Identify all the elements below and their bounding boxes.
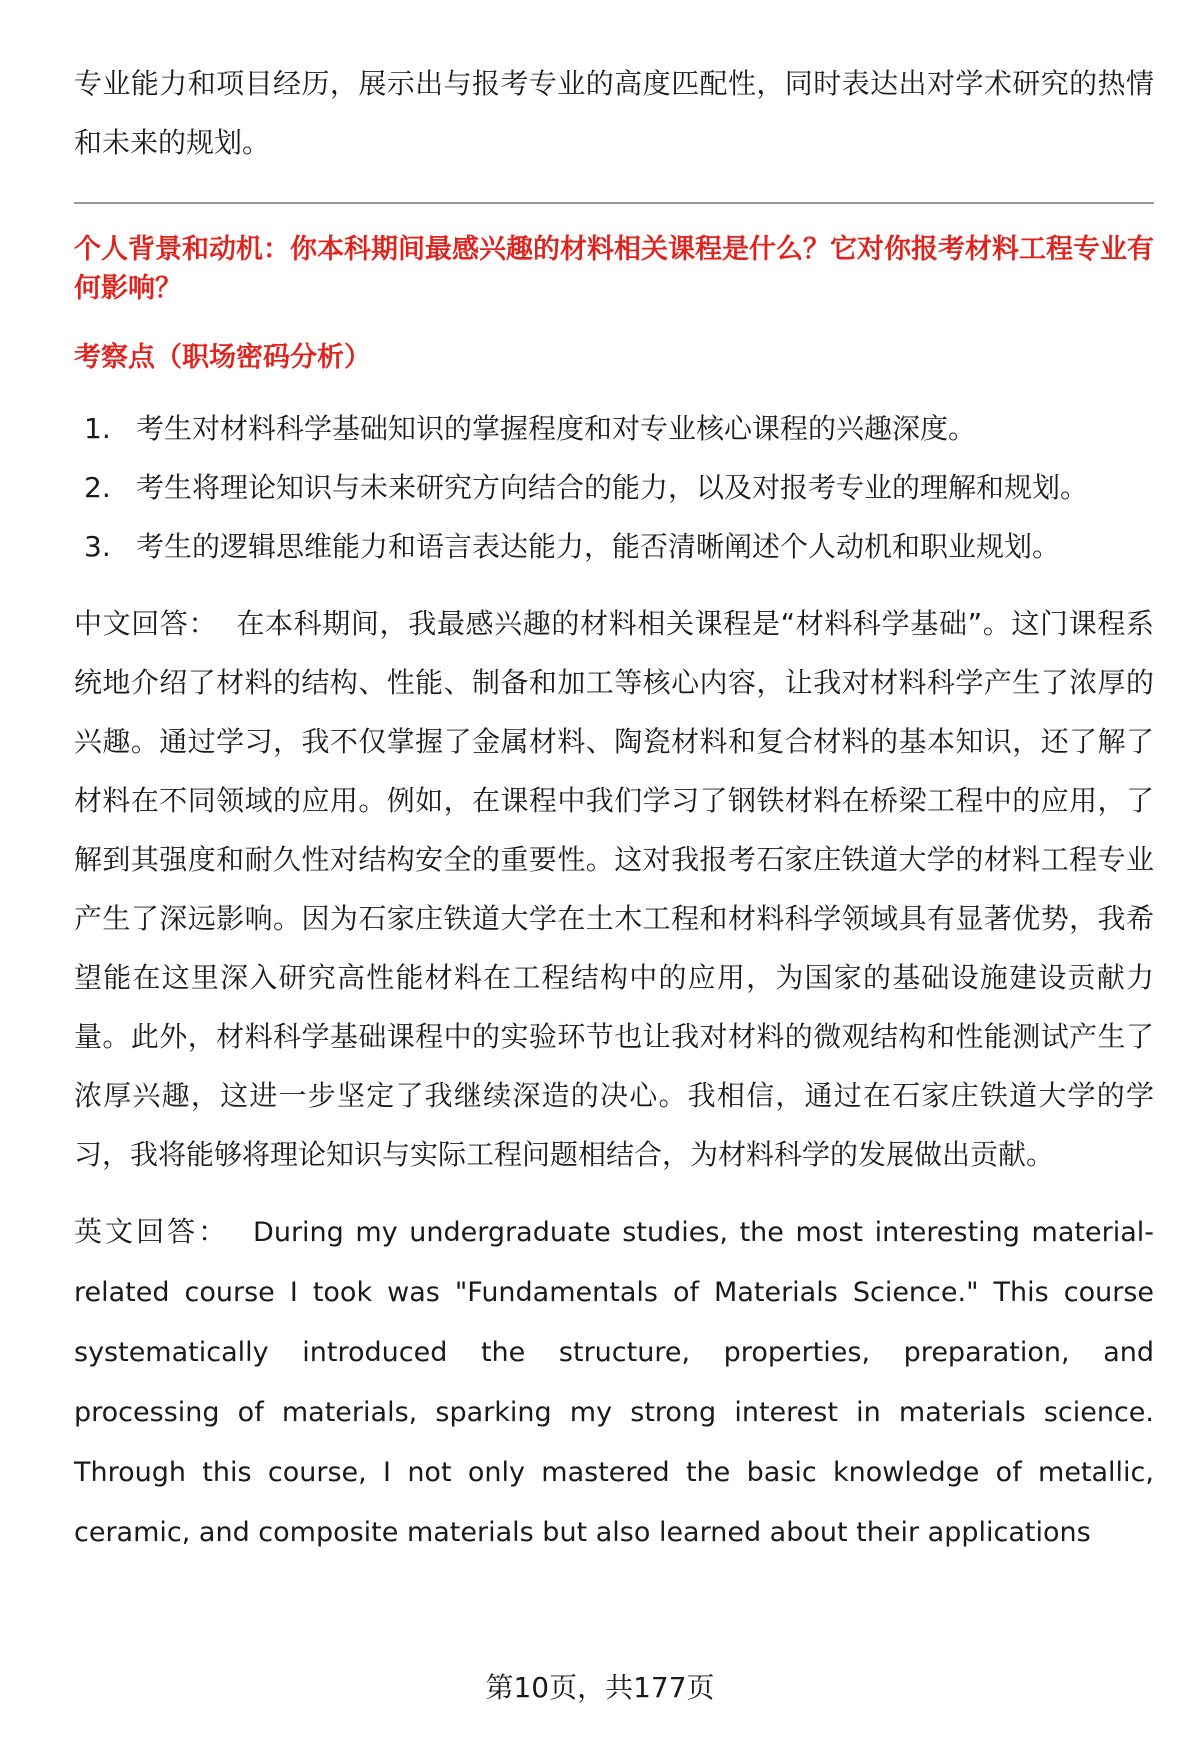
chinese-answer-text: 在本科期间，我最感兴趣的材料相关课程是“材料科学基础”。这门课程系统地介绍了材料的结构、性能、制备和加工等核心内容，让我对材料科学产生了浓厚的兴趣。通过学习，我不仅掌握了金属材料、陶瓷材料和复合材料的基本知识，还了解了材料在不同领域的应用。例如，在课程中我们学习了钢铁材料在桥梁工程中的应用，了解到其强度和耐久性对结构安全的重要性。这对我报考石家庄铁道大学的材料工程专业产生了深远影响。因为石家庄铁道大学在土木工程和材料科学领域具有显著优势，我希望能在这里深入研究高性能材料在工程结构中的应用，为国家的基础设施建设贡献力量。此外，材料科学基础课程中的实验环节也让我对材料的微观结构和性能测试产生了浓厚兴趣，这进一步坚定了我继续深造的决心。我相信，通过在石家庄铁道大学的学习，我将能够将理论知识与实际工程问题相结合，为材料科学的发展做出贡献。 (74, 607, 1154, 1171)
english-answer-label: 英文回答： (74, 1215, 230, 1248)
section-divider (74, 202, 1154, 204)
focus-title: 考察点（职场密码分析） (74, 342, 371, 373)
list-item-text: 考生对材料科学基础知识的掌握程度和对专业核心课程的兴趣深度。 (136, 412, 977, 445)
document-page (74, 54, 1154, 1562)
list-item-text: 考生的逻辑思维能力和语言表达能力，能否清晰阐述个人动机和职业规划。 (136, 530, 1061, 563)
list-item (74, 517, 1154, 576)
english-answer-text: During my undergraduate studies, the most interesting material-related course I took was "Fundamentals of Materials Science." This course systematically introduced the structure, properties, preparation, and processing of materials, sparking my strong interest in materials science. Through this course, I not only mastered the basic knowledge of metallic, ceramic, and composite materials but also learned about their applications (74, 1217, 1154, 1548)
list-item-text: 考生将理论知识与未来研究方向结合的能力，以及对报考专业的理解和规划。 (136, 471, 1089, 504)
list-item-number: 3. (84, 530, 111, 563)
list-item (74, 458, 1154, 517)
list-item (74, 399, 1154, 458)
chinese-answer (74, 594, 1154, 1184)
english-answer (74, 1202, 1154, 1562)
list-item-number: 1. (84, 412, 111, 445)
question-title: 个人背景和动机：你本科期间最感兴趣的材料相关课程是什么？它对你报考材料工程专业有何影响？ (74, 234, 1154, 304)
list-item-number: 2. (84, 471, 111, 504)
chinese-answer-label: 中文回答： (74, 607, 218, 640)
intro-paragraph: 专业能力和项目经历，展示出与报考专业的高度匹配性，同时表达出对学术研究的热情和未来的规划。 (74, 67, 1154, 159)
focus-points-list (74, 399, 1154, 576)
page-number-footer: 第10页，共177页 (485, 1671, 715, 1704)
